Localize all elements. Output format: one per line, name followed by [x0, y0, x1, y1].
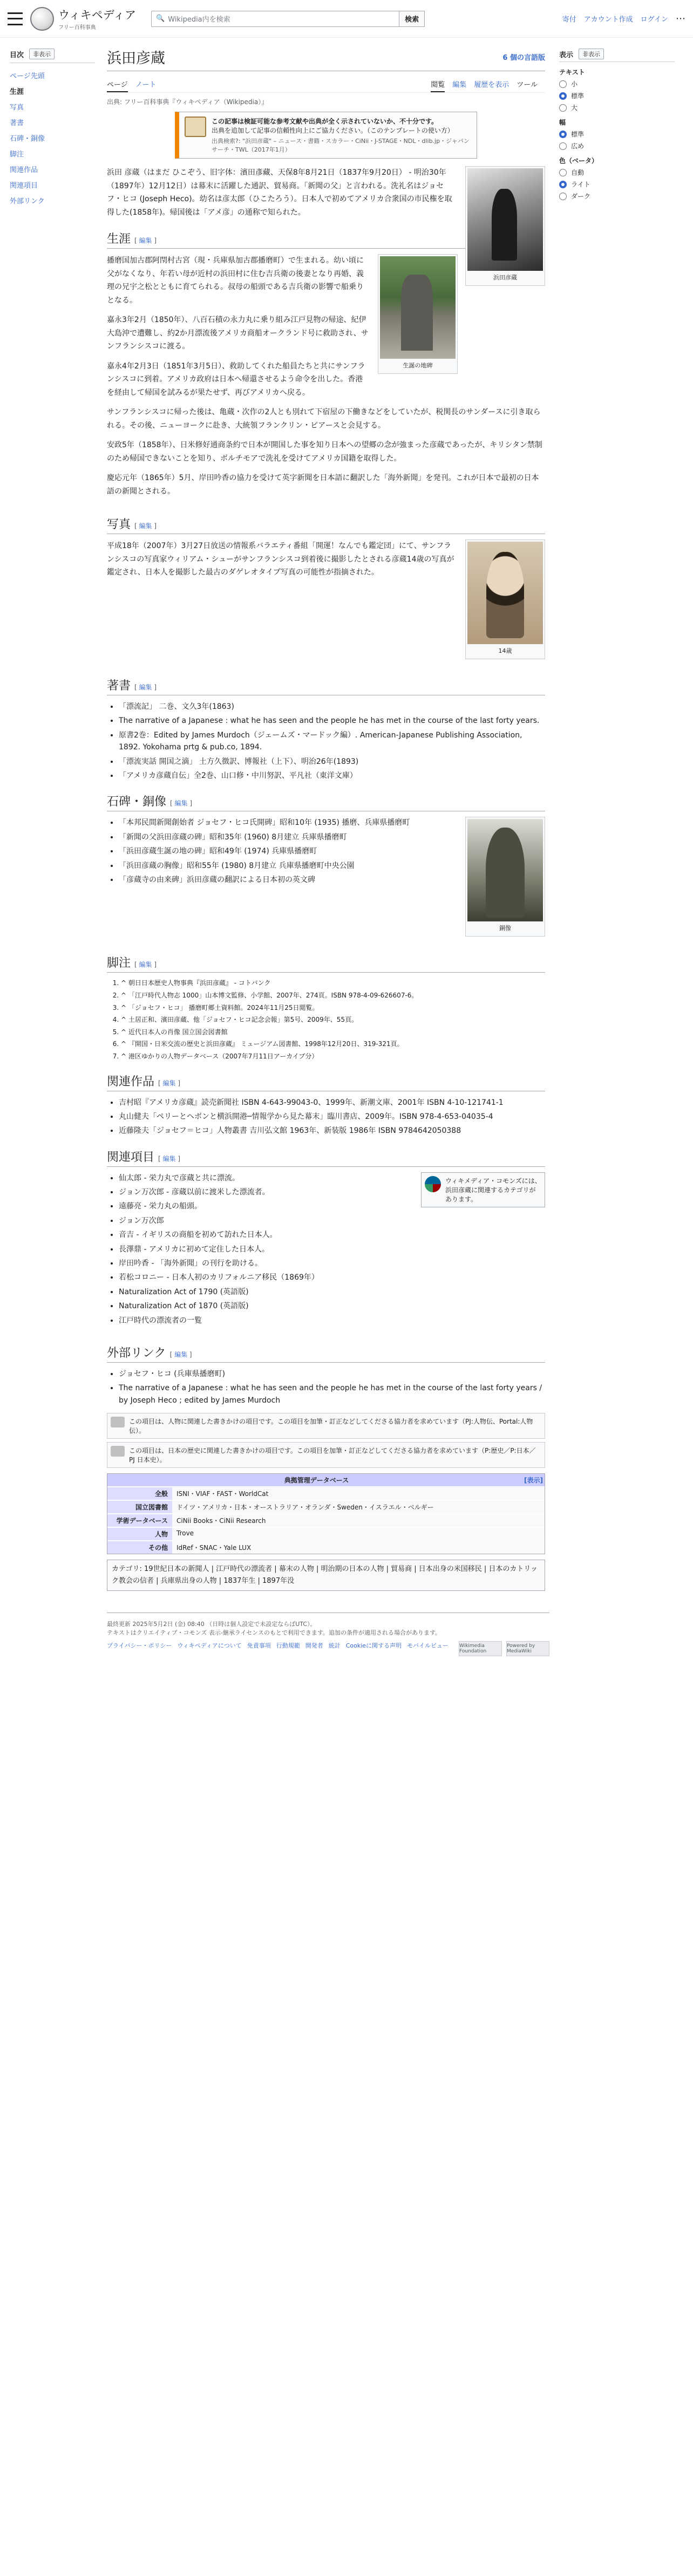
list-item[interactable]: • 若松コロニー - 日本人初のカリフォルニア移民（1869年） — [119, 1272, 545, 1283]
appearance-title: 表示 — [559, 51, 574, 59]
section-title: 著書 — [107, 679, 131, 693]
statue-figure — [465, 817, 545, 937]
list-item[interactable]: • 岸田吟香 - 「海外新聞」の刊行を助ける。 — [119, 1258, 545, 1269]
toc-sidebar — [0, 38, 103, 1596]
create-account-link[interactable]: アカウント作成 — [583, 16, 633, 24]
monument-image[interactable] — [380, 256, 456, 359]
list-item: • 丸山健夫「ペリーとヘボンと横浜開港─情報学から見た幕末」臨川書店、2009年。ISBN 978-4-653-04035-4 — [119, 1111, 545, 1123]
stub-icon — [111, 1417, 125, 1427]
authority-value[interactable]: ドイツ・アメリカ・日本・オーストラリア・オランダ・Sweden・イスラエル・ベルギー — [172, 1501, 545, 1513]
tab-edit[interactable]: 編集 — [452, 81, 467, 89]
body-paragraph: サンフランシスコに帰った後は、亀蔵・次作の2人とも別れて下宿屋の下働きなどをしていたが、税関長のサンダースに引き取られる。その後、ニューヨークに赴き、大統領フランクリン・ピアースと会見する。 — [107, 408, 541, 430]
site-title: ウィキペディア — [58, 9, 137, 22]
body-paragraph: 嘉永3年2月（1850年）、八百石積の永力丸に乗り組み江戸見物の帰途、紀伊大島沖で遭難し、約2か月漂流後アメリカ商船オークランド号に救助され、サンフランシスコに渡る。 — [107, 316, 369, 351]
list-item[interactable]: • 仙太郎 - 栄力丸で彦蔵と共に漂流。 — [119, 1172, 545, 1184]
footer-link[interactable]: ウィキペディアについて — [177, 1642, 242, 1650]
commons-text[interactable]: ウィキメディア・コモンズには、浜田彦蔵に関連するカテゴリがあります。 — [445, 1177, 541, 1203]
search-button[interactable]: 検索 — [399, 11, 425, 27]
authority-toggle[interactable]: [表示] — [524, 1477, 543, 1485]
monument-figure — [378, 254, 458, 374]
list-item[interactable]: • 江戸時代の漂流者の一覧 — [119, 1315, 545, 1327]
width-heading: 幅 — [559, 119, 566, 126]
list-item[interactable]: • 遠藤亮 - 栄力丸の船頭。 — [119, 1200, 545, 1212]
edit-link[interactable]: 編集 — [174, 800, 188, 808]
list-item: • 「アメリカ彦蔵自伝」全2巻、山口修・中川努訳、平凡社（東洋文庫） — [119, 770, 545, 782]
youth-photo-image[interactable] — [467, 542, 543, 644]
reference-item: 4. ^ 土居正和、濱田彦蔵、他「ジョセフ・ヒコ記念会報」第5号、2009年、55頁。 — [121, 1015, 545, 1025]
external-links-list — [119, 1368, 545, 1406]
page-title: 浜田彦蔵 — [107, 50, 165, 67]
body-paragraph: 平成18年（2007年）3月27日放送の情報系バラエティ番組「開運！なんでも鑑定団」にて、サンフランシスコの写真家ウィリアム・シューがサンフランシスコ到着後に撮影したとされる彦蔵14歳の写真が鑑定され、日本人を撮影した最古のダゲレオタイプ写真の可能性が指摘された。 — [107, 542, 454, 577]
reference-item: 1. ^ 朝日日本歴史人物事典『浜田彦蔵』 - コトバンク — [121, 978, 545, 988]
license-text: テキストはクリエイティブ・コモンズ 表示-継承ライセンスのもとで利用できます。追加の条件が適用される場合があります。 — [107, 1629, 441, 1637]
article-content: 浜田彦蔵 6 個の言語版 ページ ノート 閲覧 編集 履歴を表示 ツール 出典: フリー百科事典『ウィキペディア（Wikipedia）』 この記事は検証可能な参考文献や出典が全く示されていないか、不十分です。 出典を追加して記事の信頼性向上にご協力ください。（このテンプレートの使い方） 出典検索?: "浜田彦蔵" – ニュース・書籍・スカラー・CiNii・J-STAGE・NDL・dlib.jp・ジャパンサーチ・TWL（2017年1月） 浜田彦蔵 浜田 彦蔵（はまだ ひこぞう、旧字体：濱田彥藏、天保8年8月21日（1837年9月20日） - 明治30年（1897年）12月12日）は幕末に活躍した通訳、貿易商。「新聞の父」と言われる。洗礼名はジョセフ・ヒコ (Joseph Heco)。幼名は彦太郎（ひこたろう）。日本人で初めてアメリカ合衆国の市民権を取得した(1858年)。帰国後は「アメ彦」の通称で知られた。 生涯 [ 編集 ] 生誕の地碑 播磨国加古郡阿閇村古宮（現・兵庫県加古郡播磨町）で生まれる。幼い頃に父がなくなり、年若い母が近村の浜田村に住む吉兵衛の後妻となり再婚、義理の兄宇之松とともに育てられる。叔母の船頭である吉兵衛の影響で船乗りとなる。 嘉永3年2月（1850年）、八百石積の永力丸に乗り組み江戸見物の帰途、紀伊大島沖で遭難し、約2か月漂流後アメリカ商船オークランド号に救助され、サンフランシスコに渡る。 嘉永4年2月3日（1851年3月5日）、救助してくれた船員たちと共にサンフランシスコに到着。アメリカ政府は日本へ帰還させるよう命令を出した。香港を経由して帰国を試みるが果たせず、再びアメリカへ戻る。 サンフランシスコに帰った後は、亀蔵・次作の2人とも別れて下宿屋の下働きなどをしていたが、税関長のサンダースに引き取られる。その後、ニューヨークに赴き、大統領フランクリン・ピアースと会見する。 安政5年（1858年）、日米修好通商条約で日本が開国した事を知り日本への望郷の念が強まった彦蔵であったが、キリシタン禁制のため帰国できないことを知り、ボルチモアで洗礼を受けてアメリカ国籍を取得した。 慶応元年（1865年）5月、岸田吟香の協力を受けて英字新聞を日本語に翻訳した「海外新聞」を発刊。これが日本で最初の日本語の新聞とされる。 写真 [ 編集 ] 14歳 平成18年（2007年）3月27日放送の情報系バラエティ番組「開運！なんでも鑑定団」にて、サンフランシスコの写真家ウィリアム・シューがサンフランシスコ到着後に撮影したとされる彦蔵14歳の写真が鑑定され、日本人を撮影した最古のダゲレオタイプ写真の可能性が指摘された。 著書 [ 編集 ] • 「漂流記」 二巻、文久3年(1863) • The narrative of a Japanese : what he has seen and the people he has met in the course of the last forty years. • 原書2巻：Edited by James Murdoch（ジェームズ・マードック編）. American-Japanese Publishing Association, 1892. Yokohama prtg & pub.co, 1894. • 「漂流実話 開国之滴」 土方久徴訳、博報社（上下）、明治26年(1893) • 「アメリカ彦蔵自伝」全2巻、山口修・中川努訳、平凡社（東洋文庫） 石碑・銅像 [ 編集 ] 銅像 • 「本邦民間新聞創始者 ジョセフ・ヒコ氏開碑」昭和10年 (1935) 播磨、兵庫県播磨町 • 「新聞の父浜田彦蔵の碑」昭和35年 (1960) 8月建立 兵庫県播磨町 • 「浜田彦蔵生誕の地の碑」昭和49年 (1974) 兵庫県播磨町 • 「浜田彦蔵の胸像」昭和55年 (1980) 8月建立 兵庫県播磨町中央公園 • 「彦蔵寺の由来碑」浜田彦蔵の翻訳による日本初の英文碑 脚注 [ 編集 ] 1. ^ 朝日日本歴史人物事典『浜田彦蔵』 - コトバンク 2. ^ 「江戸時代人物志 1000」山本博文監修、小学館、2007年、274頁。ISBN 978-4-09-626607-6。 3. ^ 「ジョセフ・ヒコ」 播磨町郷土資料館。2024年11月25日閲覧。 4. ^ 土居正和、濱田彦蔵、他「ジョセフ・ヒコ記念会報」第5号、2009年、55頁。 5. ^ 近代日本人の肖像 国立国会図書館 6. ^ 『開国・日米交流の歴史と浜田彦蔵』 ミュージアム図書館、1998年12月20日、319-321頁。 7. ^ 港区ゆかりの人物データベース（2007年7月11日アーカイブ分） 関連作品 [ 編集 ] • 吉村昭『アメリカ彦蔵』読売新聞社 ISBN 4-643-99043-0、1999年、新潮文庫、2001年 ISBN 4-10-121741-1 • 丸山健夫「ペリーとヘボンと横浜開港─情報学から見た幕末」臨川書店、2009年。ISBN 978-4-653-04035-4 • 近藤隆夫「ジョセフ＝ヒコ」人物叢書 吉川弘文館 1963年、新装版 1986年 ISBN 9784642050388 関連項目 [ 編集 ] ウィキメディア・コモンズには、浜田彦蔵に関連するカテゴリがあります。 • 仙太郎 - 栄力丸で彦蔵と共に漂流。 • ジョン万次郎 - 彦蔵以前に渡米した漂流者。 • 遠藤亮 - 栄力丸の船頭。 • ジョン万次郎 • 音吉 - イギリスの商船を初めて訪れた日本人。 • 長澤鼎 - アメリカに初めて定住した日本人。 • 岸田吟香 - 「海外新聞」の刊行を助ける。 • 若松コロニー - 日本人初のカリフォルニア移民（1869年） • Naturalization Act of 1790 (英語版) • Naturalization Act of 1870 (英語版) • 江戸時代の漂流者の一覧 外部リンク [ 編集 ] • ジョセフ・ヒコ (兵庫県播磨町) • The narrative of a Japanese : what he has seen and the people he has met in the course of the last forty years / by Joseph Heco ; edited by James Murdoch この項目は、人物に関連した書きかけの項目です。この項目を加筆・訂正などしてくださる協力者を求めています（PJ:人物伝、Portal:人物伝）。 この項目は、日本の歴史に関連した書きかけの項目です。この項目を加筆・訂正などしてくださる協力者を求めています（P:歴史／P:日本／PJ 日本史）。 典拠管理データベース [表示] 全般 ISNI・VIAF・FAST・WorldCat 国立図書館 ドイツ・アメリカ・日本・オーストラリア・オランダ・Sweden・イスラエル・ベルギー 学術データベース CiNii Books・CiNii Research 人物 Trove その他 IdRef・SNAC・Yale LUX カテゴリ: 19世紀日本の新聞人 | 江戸時代の漂流者 | 幕末の人物 | 明治期の日本の人物 | 貿易商 | 日本出身の米国移民 | 日本のカトリック教会の信者 | 兵庫県出身の人物 | 1837年生 | 1897年没 — [103, 38, 545, 1596]
site-subtitle: フリー百科事典 — [58, 25, 96, 31]
footer-link[interactable]: 行動規範 — [276, 1642, 300, 1650]
tab-history[interactable]: 履歴を表示 — [474, 81, 509, 89]
list-item: • 「新聞の父浜田彦蔵の碑」昭和35年 (1960) 8月建立 兵庫県播磨町 — [119, 831, 545, 843]
authority-key: 人物 — [107, 1528, 172, 1540]
tab-talk[interactable]: ノート — [135, 81, 157, 89]
notice-text: この記事は検証可能な参考文献や出典が全く示されていないか、不十分です。 — [212, 118, 438, 125]
edit-link[interactable]: 編集 — [139, 684, 152, 691]
authority-title: 典拠管理データベース — [284, 1477, 349, 1485]
edit-link[interactable]: 編集 — [162, 1154, 176, 1163]
external-link[interactable]: • The narrative of a Japanese : what he has seen and the people he has met in the course of the last forty years / by Joseph Heco ; edited by James Murdoch — [119, 1382, 545, 1406]
reference-item: 2. ^ 「江戸時代人物志 1000」山本博文監修、小学館、2007年、274頁。ISBN 978-4-09-626607-6。 — [121, 990, 545, 1001]
stub-notice — [107, 1442, 545, 1468]
list-item[interactable]: • ジョン万次郎 - 彦蔵以前に渡米した漂流者。 — [119, 1186, 545, 1198]
radio-option[interactable]: 広め — [559, 141, 675, 151]
image-caption: 浜田彦蔵 — [493, 274, 517, 281]
wikipedia-globe-icon — [30, 7, 54, 31]
authority-value[interactable]: ISNI・VIAF・FAST・WorldCat — [172, 1487, 545, 1500]
toc-item[interactable]: 外部リンク — [10, 197, 45, 206]
authority-value[interactable]: CiNii Books・CiNii Research — [172, 1514, 545, 1527]
search-form — [151, 11, 425, 27]
footer-link[interactable]: 免責事項 — [247, 1642, 271, 1650]
radio-option[interactable]: 標準 — [559, 129, 675, 139]
tab-read[interactable]: 閲覧 — [431, 77, 445, 92]
section-title: 外部リンク — [107, 1346, 166, 1360]
toc-item[interactable]: 生涯 — [10, 88, 24, 96]
edit-link[interactable]: 編集 — [162, 1079, 176, 1087]
authority-control — [107, 1473, 545, 1554]
notice-search: 出典検索?: "浜田彦蔵" – ニュース・書籍・スカラー・CiNii・J-STAGE・NDL・dlib.jp・ジャパンサーチ・TWL（2017年1月） — [212, 138, 470, 153]
login-link[interactable]: ログイン — [640, 16, 668, 24]
personal-tools — [562, 13, 685, 24]
works-list — [119, 701, 545, 782]
portrait-figure — [465, 166, 545, 286]
authority-key: その他 — [107, 1541, 172, 1554]
notice-box — [175, 112, 477, 159]
reference-item: 6. ^ 『開国・日米交流の歴史と浜田彦蔵』 ミュージアム図書館、1998年12月20日、319-321頁。 — [121, 1039, 545, 1049]
footer-link[interactable]: モバイルビュー — [407, 1642, 449, 1650]
related-works-list — [119, 1097, 545, 1137]
toc-hide-button[interactable]: 非表示 — [29, 49, 55, 59]
section-title: 脚注 — [107, 956, 131, 971]
section-title: 写真 — [107, 518, 131, 531]
list-item[interactable]: • Naturalization Act of 1790 (英語版) — [119, 1286, 545, 1298]
list-item: • 近藤隆夫「ジョセフ＝ヒコ」人物叢書 吉川弘文館 1963年、新装版 1986年 ISBN 9784642050388 — [119, 1125, 545, 1137]
portrait-image[interactable] — [467, 168, 543, 271]
authority-key: 国立図書館 — [107, 1501, 172, 1513]
youth-photo-figure — [465, 539, 545, 659]
section-title: 生涯 — [107, 233, 131, 246]
list-item: • 原書2巻：Edited by James Murdoch（ジェームズ・マードック編）. American-Japanese Publishing Association, 1892. Yokohama prtg & pub.co, 1894. — [119, 729, 545, 754]
section-title: 関連作品 — [107, 1075, 155, 1089]
stub-text: この項目は、日本の歴史に関連した書きかけの項目です。この項目を加筆・訂正などしてくださる協力者を求めています（P:歴史／P:日本／PJ 日本史）。 — [129, 1447, 536, 1464]
list-item: • 「漂流記」 二巻、文久3年(1863) — [119, 701, 545, 713]
reference-item: 3. ^ 「ジョセフ・ヒコ」 播磨町郷土資料館。2024年11月25日閲覧。 — [121, 1003, 545, 1013]
list-item[interactable]: • 音吉 - イギリスの商船を初めて訪れた日本人。 — [119, 1229, 545, 1241]
page-footer — [107, 1612, 549, 1663]
text-size-heading: テキスト — [559, 69, 585, 76]
radio-option[interactable]: 自動 — [559, 168, 675, 177]
toc-title: 目次 — [10, 51, 24, 59]
toc-item[interactable]: 著書 — [10, 119, 24, 127]
intro-paragraph: 浜田 彦蔵（はまだ ひこぞう、旧字体：濱田彥藏、天保8年8月21日（1837年9月20日） - 明治30年（1897年）12月12日）は幕末に活躍した通訳、貿易商。「新聞の父」と言われる。洗礼名はジョセフ・ヒコ (Joseph Heco)。幼名は彦太郎（ひこたろう）。日本人で初めてアメリカ合衆国の市民権を取得した(1858年)。帰国後は「アメ彦」の通称で知られた。 — [107, 168, 452, 217]
radio-option[interactable]: 小 — [559, 79, 675, 88]
list-item: • 「浜田彦蔵生誕の地の碑」昭和49年 (1974) 兵庫県播磨町 — [119, 845, 545, 857]
commons-logo-icon — [425, 1176, 441, 1192]
tab-tools[interactable]: ツール — [517, 81, 538, 89]
reference-item: 5. ^ 近代日本人の肖像 国立国会図書館 — [121, 1027, 545, 1037]
list-item: • 吉村昭『アメリカ彦蔵』読売新聞社 ISBN 4-643-99043-0、1999年、新潮文庫、2001年 ISBN 4-10-121741-1 — [119, 1097, 545, 1109]
toc-item[interactable]: 脚注 — [10, 151, 24, 159]
list-item: • 「浜田彦蔵の胸像」昭和55年 (1980) 8月建立 兵庫県播磨町中央公園 — [119, 860, 545, 872]
section-title: 石碑・銅像 — [107, 795, 167, 809]
stub-notice — [107, 1413, 545, 1439]
language-button[interactable]: 6 個の言語版 — [502, 54, 545, 62]
edit-link[interactable]: 編集 — [139, 522, 152, 530]
edit-link[interactable]: 編集 — [174, 1350, 188, 1358]
section-title: 関連項目 — [107, 1150, 155, 1164]
body-paragraph: 安政5年（1858年）、日米修好通商条約で日本が開国した事を知り日本への望郷の念が強まった彦蔵であったが、キリシタン禁制のため帰国できないことを知り、ボルチモアで洗礼を受けてアメリカ国籍を取得した。 — [107, 441, 542, 463]
donate-link[interactable]: 寄付 — [562, 16, 576, 24]
toc-item[interactable]: 石碑・銅像 — [10, 135, 45, 143]
external-link[interactable]: • ジョセフ・ヒコ (兵庫県播磨町) — [119, 1368, 545, 1380]
reference-item: 7. ^ 港区ゆかりの人物データベース（2007年7月11日アーカイブ分） — [121, 1051, 545, 1062]
search-icon: 🔍 — [156, 15, 165, 23]
appearance-hide-button[interactable]: 非表示 — [579, 49, 604, 59]
categories-box[interactable]: カテゴリ: 19世紀日本の新聞人 | 江戸時代の漂流者 | 幕末の人物 | 明治期の日本の人物 | 貿易商 | 日本出身の米国移民 | 日本のカトリック教会の信者 | 兵庫県出身の人物 | 1837年生 | 1897年没 — [107, 1560, 545, 1591]
authority-key: 全般 — [107, 1487, 172, 1500]
list-item: • 「本邦民間新聞創始者 ジョセフ・ヒコ氏開碑」昭和10年 (1935) 播磨、兵庫県播磨町 — [119, 817, 545, 829]
more-icon[interactable]: ⋯ — [676, 13, 685, 24]
list-item: • The narrative of a Japanese : what he has seen and the people he has met in the course of the last forty years. — [119, 715, 545, 727]
authority-key: 学術データベース — [107, 1514, 172, 1527]
appearance-panel — [545, 38, 675, 1596]
radio-option[interactable]: 標準 — [559, 91, 675, 100]
wikimedia-badge[interactable]: Wikimedia Foundation — [459, 1641, 502, 1656]
source-line: 出典: フリー百科事典『ウィキペディア（Wikipedia）』 — [107, 98, 268, 106]
image-caption: 銅像 — [499, 925, 511, 932]
footer-link[interactable]: Cookieに関する声明 — [345, 1642, 402, 1650]
page-tabs — [107, 77, 545, 93]
authority-value[interactable]: IdRef・SNAC・Yale LUX — [172, 1541, 545, 1554]
list-item[interactable]: • Naturalization Act of 1870 (英語版) — [119, 1300, 545, 1312]
statue-image[interactable] — [467, 819, 543, 921]
list-item: • 「漂流実話 開国之滴」 土方久徴訳、博報社（上下）、明治26年(1893) — [119, 756, 545, 768]
body-paragraph: 慶応元年（1865年）5月、岸田吟香の協力を受けて英字新聞を日本語に翻訳した「海外新聞」を発刊。これが日本で最初の日本語の新聞とされる。 — [107, 474, 539, 496]
toc-item[interactable]: 関連作品 — [10, 166, 38, 174]
image-caption: 生誕の地碑 — [403, 362, 433, 369]
stub-icon — [111, 1446, 125, 1457]
edit-link[interactable]: 編集 — [139, 961, 152, 969]
book-icon — [185, 117, 206, 137]
search-input[interactable]: 🔍 Wikipedia内を検索 — [151, 11, 399, 27]
list-item[interactable]: • 長澤鼎 - アメリカに初めて定住した日本人。 — [119, 1243, 545, 1255]
commons-box — [421, 1172, 545, 1207]
mediawiki-badge[interactable]: Powered by MediaWiki — [506, 1641, 549, 1656]
list-item[interactable]: • ジョン万次郎 — [119, 1215, 545, 1227]
site-header — [0, 0, 693, 38]
toc-item[interactable]: 写真 — [10, 104, 24, 112]
authority-value[interactable]: Trove — [172, 1528, 545, 1540]
image-caption: 14歳 — [498, 647, 512, 654]
footer-link[interactable]: 統計 — [328, 1642, 341, 1650]
radio-option[interactable]: ライト — [559, 180, 675, 189]
list-item: • 「彦蔵寺の由来碑」浜田彦蔵の翻訳による日本初の英文碑 — [119, 874, 545, 886]
tab-page[interactable]: ページ — [107, 77, 128, 92]
footer-link[interactable]: 開発者 — [305, 1642, 323, 1650]
body-paragraph: 嘉永4年2月3日（1851年3月5日）、救助してくれた船員たちと共にサンフランシスコに到着。アメリカ政府は日本へ帰還させるよう命令を出した。香港を経由して帰国を試みるが果たせず、再びアメリカへ戻る。 — [107, 361, 365, 397]
radio-option[interactable]: 大 — [559, 103, 675, 112]
menu-icon[interactable] — [8, 12, 23, 25]
site-logo[interactable] — [30, 6, 136, 31]
color-heading: 色（ベータ） — [559, 157, 599, 165]
toc-item[interactable]: ページ先頭 — [10, 72, 45, 80]
notice-text-2: 出典を追加して記事の信頼性向上にご協力ください。（このテンプレートの使い方） — [212, 127, 454, 134]
body-paragraph: 播磨国加古郡阿閇村古宮（現・兵庫県加古郡播磨町）で生まれる。幼い頃に父がなくなり、年若い母が近村の浜田村に住む吉兵衛の後妻となり再婚、義理の兄宇之松とともに育てられる。叔母の船頭である吉兵衛の影響で船乗りとなる。 — [107, 256, 364, 305]
footer-link[interactable]: プライバシー・ポリシー — [107, 1642, 172, 1650]
stub-text: この項目は、人物に関連した書きかけの項目です。この項目を加筆・訂正などしてくださる協力者を求めています（PJ:人物伝、Portal:人物伝）。 — [129, 1418, 533, 1435]
radio-option[interactable]: ダーク — [559, 192, 675, 201]
last-modified: 最終更新 2025年5月2日 (金) 08:40 （日時は個人設定で未設定ならばUTC）。 — [107, 1621, 316, 1628]
edit-link[interactable]: 編集 — [139, 237, 152, 244]
references-list — [121, 978, 545, 1061]
toc-item[interactable]: 関連項目 — [10, 182, 38, 190]
